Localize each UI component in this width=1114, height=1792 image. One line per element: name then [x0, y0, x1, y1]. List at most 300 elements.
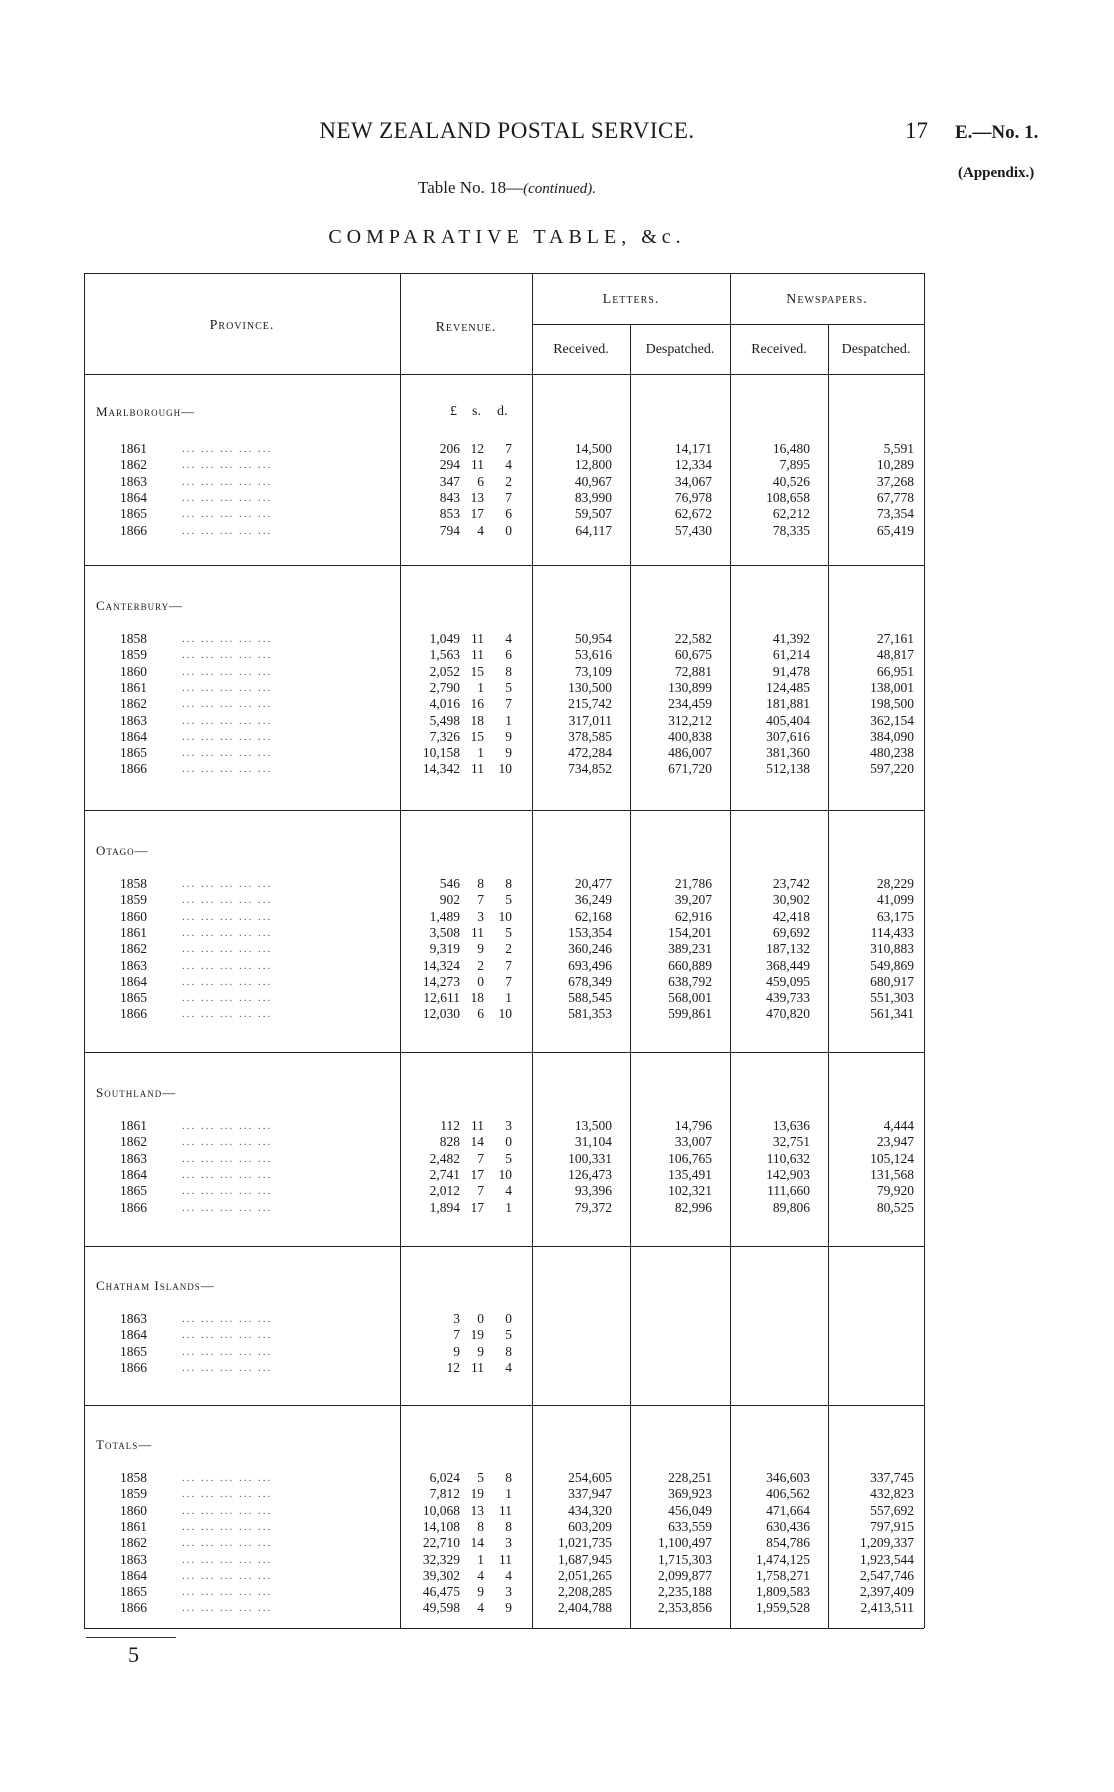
revenue-shillings: 8 — [477, 876, 484, 891]
leader-dots: ... ... ... ... ... — [182, 1602, 273, 1615]
revenue-pence: 10 — [498, 761, 512, 777]
header-letters: Letters. — [602, 292, 660, 307]
revenue-pounds: 347 — [439, 473, 460, 489]
newspapers-despatched: 2,413,511 — [860, 1600, 914, 1616]
revenue-shillings: 8 — [477, 1518, 484, 1534]
newspapers-despatched: 362,154 — [870, 712, 914, 728]
revenue-pence: 1 — [505, 712, 512, 728]
newspapers-received: 110,632 — [766, 1150, 810, 1166]
letters-received: 79,372 — [574, 1199, 612, 1215]
letters-received: 100,331 — [568, 1150, 612, 1166]
revenue-pence: 2 — [505, 473, 512, 489]
table-row — [0, 441, 1114, 457]
leader-dots: ... ... ... ... ... — [182, 1136, 273, 1149]
revenue-pence: 3 — [505, 1118, 512, 1133]
leader-dots: ... ... ... ... ... — [182, 1553, 273, 1566]
letters-received: 337,947 — [568, 1486, 612, 1502]
currency-pound: £ — [450, 404, 457, 419]
revenue-shillings: 4 — [477, 1600, 484, 1616]
row-year: 1860 — [120, 908, 147, 924]
revenue-pounds: 49,598 — [422, 1600, 460, 1616]
revenue-pence: 5 — [505, 892, 512, 908]
newspapers-despatched: 66,951 — [876, 663, 914, 679]
revenue-pounds: 112 — [440, 1118, 460, 1133]
row-year: 1863 — [120, 473, 147, 489]
table-row — [0, 631, 1114, 647]
letters-despatched: 2,099,877 — [658, 1567, 712, 1583]
revenue-pounds: 6,024 — [429, 1470, 460, 1485]
leader-dots: ... ... ... ... ... — [182, 1008, 273, 1021]
newspapers-received: 62,212 — [772, 506, 810, 522]
section-separator — [84, 1052, 924, 1053]
letters-despatched: 456,049 — [668, 1502, 712, 1518]
newspapers-despatched: 4,444 — [883, 1118, 914, 1133]
newspapers-received: 108,658 — [766, 489, 810, 505]
table-row — [0, 664, 1114, 680]
leader-dots: ... ... ... ... ... — [182, 459, 273, 472]
revenue-pence: 1 — [505, 1199, 512, 1215]
leader-dots: ... ... ... ... ... — [182, 1120, 273, 1132]
row-year: 1866 — [120, 522, 147, 538]
letters-despatched: 1,715,303 — [658, 1551, 712, 1567]
row-year: 1862 — [120, 1535, 147, 1551]
revenue-shillings: 1 — [477, 1551, 484, 1567]
letters-despatched: 234,459 — [668, 696, 712, 712]
row-year: 1866 — [120, 1006, 147, 1022]
leader-dots: ... ... ... ... ... — [182, 992, 273, 1005]
revenue-pence: 6 — [505, 647, 512, 663]
revenue-shillings: 0 — [477, 973, 484, 989]
newspapers-received: 459,095 — [766, 973, 810, 989]
letters-received: 50,954 — [574, 631, 612, 646]
revenue-pence: 9 — [505, 745, 512, 761]
leader-dots: ... ... ... ... ... — [182, 443, 273, 455]
leader-dots: ... ... ... ... ... — [182, 524, 273, 537]
leader-dots: ... ... ... ... ... — [182, 943, 273, 956]
row-year: 1863 — [120, 1551, 147, 1567]
revenue-shillings: 13 — [470, 1502, 484, 1518]
newspapers-received: 7,895 — [779, 457, 810, 473]
leader-dots: ... ... ... ... ... — [182, 1361, 273, 1374]
newspapers-received: 32,751 — [772, 1134, 810, 1150]
letters-despatched: 14,171 — [674, 441, 712, 456]
revenue-pounds: 546 — [439, 876, 460, 891]
letters-despatched: 21,786 — [674, 876, 712, 891]
newspapers-despatched: 384,090 — [870, 728, 914, 744]
row-year: 1858 — [120, 1470, 147, 1485]
revenue-pence: 8 — [505, 1518, 512, 1534]
section-title: Totals— — [96, 1437, 153, 1452]
letters-despatched: 389,231 — [668, 941, 712, 957]
table-row — [0, 1200, 1114, 1216]
revenue-pence: 7 — [505, 973, 512, 989]
letters-received: 73,109 — [574, 663, 612, 679]
letters-received: 31,104 — [574, 1134, 612, 1150]
revenue-pounds: 1,563 — [429, 647, 460, 663]
row-year: 1865 — [120, 506, 147, 522]
revenue-pence: 3 — [505, 1535, 512, 1551]
row-year: 1864 — [120, 973, 147, 989]
row-year: 1861 — [120, 924, 147, 940]
letters-despatched: 60,675 — [674, 647, 712, 663]
newspapers-received: 42,418 — [772, 908, 810, 924]
letters-despatched: 633,559 — [668, 1518, 712, 1534]
newspapers-received: 91,478 — [772, 663, 810, 679]
header-letters-despatched: Despatched. — [645, 342, 715, 357]
letters-received: 2,404,788 — [558, 1600, 612, 1616]
row-year: 1866 — [120, 1359, 147, 1375]
table-row — [0, 680, 1114, 696]
section-title: Canterbury— — [96, 598, 184, 613]
row-year: 1862 — [120, 1134, 147, 1150]
newspapers-received: 470,820 — [766, 1006, 810, 1022]
revenue-pence: 8 — [505, 663, 512, 679]
newspapers-despatched: 131,568 — [870, 1166, 914, 1182]
newspapers-despatched: 337,745 — [870, 1470, 914, 1485]
row-year: 1859 — [120, 1486, 147, 1502]
revenue-shillings: 4 — [477, 522, 484, 538]
letters-despatched: 57,430 — [674, 522, 712, 538]
letters-received: 678,349 — [568, 973, 612, 989]
newspapers-despatched: 67,778 — [876, 489, 914, 505]
table-row — [0, 1584, 1114, 1600]
row-year: 1860 — [120, 1502, 147, 1518]
newspapers-despatched: 63,175 — [876, 908, 914, 924]
newspapers-received: 405,404 — [766, 712, 810, 728]
newspapers-received: 406,562 — [766, 1486, 810, 1502]
newspapers-despatched: 114,433 — [870, 924, 914, 940]
newspapers-received: 142,903 — [766, 1166, 810, 1182]
revenue-pounds: 294 — [439, 457, 460, 473]
letters-despatched: 638,792 — [668, 973, 712, 989]
row-year: 1859 — [120, 892, 147, 908]
table-row — [0, 1183, 1114, 1199]
row-year: 1861 — [120, 1118, 147, 1133]
letters-despatched: 72,881 — [674, 663, 712, 679]
row-year: 1866 — [120, 761, 147, 777]
table-row — [0, 958, 1114, 974]
revenue-pounds: 12,611 — [423, 990, 460, 1006]
table-row — [0, 1134, 1114, 1150]
row-year: 1864 — [120, 489, 147, 505]
letters-despatched: 106,765 — [668, 1150, 712, 1166]
newspapers-despatched: 80,525 — [876, 1199, 914, 1215]
table-row — [0, 1568, 1114, 1584]
revenue-pounds: 828 — [439, 1134, 460, 1150]
newspapers-despatched: 557,692 — [870, 1502, 914, 1518]
revenue-pounds: 7,812 — [429, 1486, 460, 1502]
newspapers-received: 630,436 — [766, 1518, 810, 1534]
table-row — [0, 647, 1114, 663]
revenue-shillings: 1 — [477, 679, 484, 695]
table-row — [0, 1311, 1114, 1327]
letters-received: 215,742 — [568, 696, 612, 712]
table-row — [0, 1486, 1114, 1502]
revenue-pence: 7 — [505, 696, 512, 712]
letters-despatched: 135,491 — [668, 1166, 712, 1182]
revenue-pence: 0 — [505, 1311, 512, 1326]
group-header-rule — [532, 324, 924, 325]
row-year: 1865 — [120, 1343, 147, 1359]
newspapers-despatched: 680,917 — [870, 973, 914, 989]
letters-received: 317,011 — [568, 712, 612, 728]
table-row — [0, 1503, 1114, 1519]
newspapers-received: 854,786 — [766, 1535, 810, 1551]
letters-despatched: 14,796 — [674, 1118, 712, 1133]
row-year: 1858 — [120, 631, 147, 646]
newspapers-received: 187,132 — [766, 941, 810, 957]
row-year: 1865 — [120, 1584, 147, 1600]
letters-despatched: 102,321 — [668, 1183, 712, 1199]
table-top-rule — [84, 273, 924, 274]
row-year: 1864 — [120, 1567, 147, 1583]
table-row — [0, 1344, 1114, 1360]
leader-dots: ... ... ... ... ... — [182, 698, 273, 711]
letters-received: 360,246 — [568, 941, 612, 957]
newspapers-despatched: 23,947 — [876, 1134, 914, 1150]
newspapers-despatched: 41,099 — [876, 892, 914, 908]
letters-received: 36,249 — [574, 892, 612, 908]
letters-despatched: 568,001 — [668, 990, 712, 1006]
letters-received: 588,545 — [568, 990, 612, 1006]
revenue-pence: 0 — [505, 522, 512, 538]
leader-dots: ... ... ... ... ... — [182, 714, 273, 727]
row-year: 1862 — [120, 941, 147, 957]
leader-dots: ... ... ... ... ... — [182, 1504, 273, 1517]
revenue-pounds: 902 — [439, 892, 460, 908]
revenue-pounds: 12 — [446, 1359, 460, 1375]
revenue-pence: 5 — [505, 1150, 512, 1166]
row-year: 1866 — [120, 1600, 147, 1616]
revenue-pence: 9 — [505, 1600, 512, 1616]
revenue-pence: 7 — [505, 441, 512, 456]
letters-received: 472,284 — [568, 745, 612, 761]
table-row — [0, 1535, 1114, 1551]
newspapers-despatched: 797,915 — [870, 1518, 914, 1534]
revenue-pence: 4 — [505, 457, 512, 473]
newspapers-received: 368,449 — [766, 957, 810, 973]
revenue-shillings: 11 — [471, 647, 484, 663]
letters-despatched: 671,720 — [668, 761, 712, 777]
letters-received: 126,473 — [568, 1166, 612, 1182]
leader-dots: ... ... ... ... ... — [182, 975, 273, 988]
table-row — [0, 506, 1114, 522]
header-newspapers: Newspapers. — [786, 292, 868, 307]
revenue-pounds: 46,475 — [422, 1584, 460, 1600]
newspapers-despatched: 48,817 — [876, 647, 914, 663]
row-year: 1862 — [120, 696, 147, 712]
newspapers-received: 124,485 — [766, 679, 810, 695]
revenue-shillings: 19 — [470, 1327, 484, 1343]
revenue-shillings: 14 — [470, 1535, 484, 1551]
appendix-label: (Appendix.) — [958, 165, 1035, 181]
newspapers-received: 471,664 — [766, 1502, 810, 1518]
newspapers-despatched: 432,823 — [870, 1486, 914, 1502]
newspapers-received: 346,603 — [766, 1470, 810, 1485]
table-row — [0, 745, 1114, 761]
revenue-pounds: 206 — [439, 441, 460, 456]
revenue-pounds: 3 — [453, 1311, 460, 1326]
letters-received: 1,687,945 — [558, 1551, 612, 1567]
letters-received: 434,320 — [568, 1502, 612, 1518]
revenue-pounds: 32,329 — [422, 1551, 460, 1567]
newspapers-received: 89,806 — [772, 1199, 810, 1215]
newspapers-received: 111,660 — [767, 1183, 810, 1199]
table-row — [0, 990, 1114, 1006]
page-number: 17 — [905, 118, 928, 143]
leader-dots: ... ... ... ... ... — [182, 633, 273, 645]
leader-dots: ... ... ... ... ... — [182, 1345, 273, 1358]
letters-received: 1,021,735 — [558, 1535, 612, 1551]
leader-dots: ... ... ... ... ... — [182, 1329, 273, 1342]
revenue-shillings: 18 — [470, 712, 484, 728]
section-separator — [84, 1405, 924, 1406]
letters-despatched: 312,212 — [668, 712, 712, 728]
letters-despatched: 599,861 — [668, 1006, 712, 1022]
newspapers-despatched: 37,268 — [876, 473, 914, 489]
letters-despatched: 39,207 — [674, 892, 712, 908]
revenue-pence: 4 — [505, 1359, 512, 1375]
revenue-shillings: 3 — [477, 908, 484, 924]
revenue-shillings: 11 — [471, 761, 484, 777]
row-year: 1863 — [120, 957, 147, 973]
section-separator — [84, 565, 924, 566]
table-row — [0, 713, 1114, 729]
letters-despatched: 400,838 — [668, 728, 712, 744]
newspapers-received: 1,809,583 — [756, 1584, 810, 1600]
table-row — [0, 457, 1114, 473]
revenue-shillings: 6 — [477, 1006, 484, 1022]
letters-received: 64,117 — [575, 522, 612, 538]
revenue-pence: 3 — [505, 1584, 512, 1600]
table-bottom-rule — [84, 1628, 924, 1629]
letters-received: 378,585 — [568, 728, 612, 744]
table-label: Table No. 18— — [418, 178, 524, 197]
newspapers-despatched: 105,124 — [870, 1150, 914, 1166]
revenue-pounds: 1,049 — [429, 631, 460, 646]
table-row — [0, 1151, 1114, 1167]
row-year: 1863 — [120, 1150, 147, 1166]
newspapers-received: 1,474,125 — [756, 1551, 810, 1567]
letters-despatched: 12,334 — [674, 457, 712, 473]
currency-pence: d. — [497, 404, 508, 419]
newspapers-despatched: 549,869 — [870, 957, 914, 973]
newspapers-despatched: 1,209,337 — [860, 1535, 914, 1551]
row-year: 1861 — [120, 679, 147, 695]
leader-dots: ... ... ... ... ... — [182, 475, 273, 488]
table-row — [0, 1006, 1114, 1022]
revenue-pounds: 4,016 — [429, 696, 460, 712]
newspapers-despatched: 198,500 — [870, 696, 914, 712]
revenue-pounds: 853 — [439, 506, 460, 522]
row-year: 1861 — [120, 1518, 147, 1534]
revenue-pounds: 794 — [439, 522, 460, 538]
letters-received: 62,168 — [574, 908, 612, 924]
letters-received: 83,990 — [574, 489, 612, 505]
letters-received: 53,616 — [574, 647, 612, 663]
revenue-pounds: 14,324 — [422, 957, 460, 973]
leader-dots: ... ... ... ... ... — [182, 878, 273, 890]
table-row — [0, 761, 1114, 777]
revenue-shillings: 7 — [477, 1150, 484, 1166]
newspapers-received: 41,392 — [772, 631, 810, 646]
newspapers-despatched: 28,229 — [876, 876, 914, 891]
table-row — [0, 1167, 1114, 1183]
letters-received: 12,800 — [574, 457, 612, 473]
table-heading: COMPARATIVE TABLE, &c. — [328, 226, 686, 248]
newspapers-despatched: 65,419 — [876, 522, 914, 538]
newspapers-received: 1,959,528 — [756, 1600, 810, 1616]
revenue-pence: 11 — [499, 1551, 512, 1567]
newspapers-received: 13,636 — [772, 1118, 810, 1133]
section-title: Otago— — [96, 843, 149, 858]
revenue-pounds: 12,030 — [422, 1006, 460, 1022]
leader-dots: ... ... ... ... ... — [182, 665, 273, 678]
row-year: 1863 — [120, 1311, 147, 1326]
currency-shilling: s. — [472, 404, 481, 419]
newspapers-received: 16,480 — [772, 441, 810, 456]
row-year: 1865 — [120, 745, 147, 761]
table-row — [0, 909, 1114, 925]
revenue-pence: 5 — [505, 924, 512, 940]
newspapers-received: 1,758,271 — [756, 1567, 810, 1583]
revenue-pence: 7 — [505, 957, 512, 973]
letters-despatched: 2,235,188 — [658, 1584, 712, 1600]
letters-despatched: 62,916 — [674, 908, 712, 924]
revenue-shillings: 0 — [477, 1311, 484, 1326]
revenue-pence: 5 — [505, 1327, 512, 1343]
leader-dots: ... ... ... ... ... — [182, 926, 273, 939]
revenue-shillings: 1 — [477, 745, 484, 761]
revenue-pence: 10 — [498, 908, 512, 924]
table-row — [0, 1600, 1114, 1616]
newspapers-received: 439,733 — [766, 990, 810, 1006]
table-row — [0, 523, 1114, 539]
section-title: Marlborough— — [96, 404, 196, 419]
table-row — [0, 892, 1114, 908]
newspapers-despatched: 73,354 — [876, 506, 914, 522]
revenue-pounds: 7,326 — [429, 728, 460, 744]
document-reference: E.—No. 1. — [955, 122, 1039, 143]
letters-received: 130,500 — [568, 679, 612, 695]
revenue-pounds: 2,790 — [429, 679, 460, 695]
letters-despatched: 33,007 — [674, 1134, 712, 1150]
newspapers-despatched: 597,220 — [870, 761, 914, 777]
row-year: 1859 — [120, 647, 147, 663]
revenue-pence: 11 — [499, 1502, 512, 1518]
revenue-shillings: 17 — [470, 1166, 484, 1182]
newspapers-despatched: 561,341 — [870, 1006, 914, 1022]
revenue-shillings: 14 — [470, 1134, 484, 1150]
footer-rule — [86, 1637, 176, 1638]
newspapers-received: 69,692 — [772, 924, 810, 940]
newspapers-despatched: 10,289 — [876, 457, 914, 473]
letters-received: 2,208,285 — [558, 1584, 612, 1600]
letters-despatched: 82,996 — [674, 1199, 712, 1215]
revenue-pounds: 2,052 — [429, 663, 460, 679]
table-continued: (continued). — [523, 181, 596, 197]
letters-received: 693,496 — [568, 957, 612, 973]
revenue-shillings: 7 — [477, 892, 484, 908]
leader-dots: ... ... ... ... ... — [182, 730, 273, 743]
section-separator — [84, 810, 924, 811]
revenue-pence: 4 — [505, 1183, 512, 1199]
revenue-shillings: 15 — [470, 728, 484, 744]
letters-received: 40,967 — [574, 473, 612, 489]
leader-dots: ... ... ... ... ... — [182, 747, 273, 760]
revenue-pence: 9 — [505, 728, 512, 744]
revenue-shillings: 16 — [470, 696, 484, 712]
